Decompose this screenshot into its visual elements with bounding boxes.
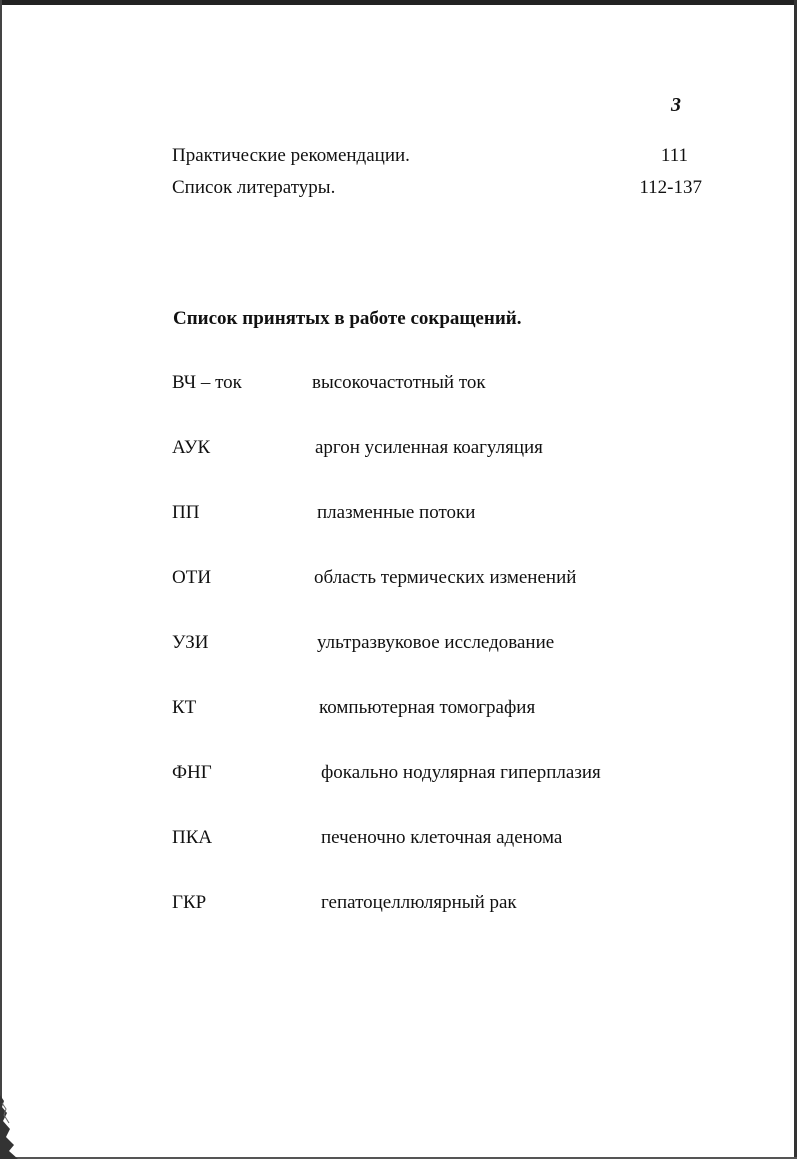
toc-pages: 111 [660,145,688,166]
abbreviation-definition: компьютерная томография [319,697,536,718]
scan-edge-noise [0,1095,26,1159]
abbreviation-term: ФНГ [172,762,212,783]
toc-label: Список литературы. [172,177,336,198]
abbreviation-term: АУК [172,437,211,458]
abbreviation-definition: плазменные потоки [317,502,476,523]
abbreviation-definition: аргон усиленная коагуляция [315,437,543,458]
abbreviation-term: ГКР [172,892,207,913]
abbreviation-definition: ультразвуковое исследование [317,632,555,653]
toc-label: Практи‌ческие рекомендации. [172,145,410,166]
abbreviation-term: ПП [172,502,200,523]
page-number: 3 [671,94,681,116]
abbreviation-term: ОТИ [172,567,212,588]
abbreviation-definition: фокально нодулярная гиперплазия [321,762,601,783]
abbreviation-term: УЗИ [172,632,209,653]
abbreviation-definition: высокочастотный ток [312,372,486,393]
abbreviation-definition: гепатоцеллюлярный рак [321,892,517,913]
abbreviations-title: Список принятых в работе сокращений. [173,308,522,329]
abbreviation-term: ПКА [172,827,213,848]
scan-top-border [0,0,797,5]
abbreviation-definition: печеночно клеточная аденома [321,827,563,848]
scan-left-border [0,0,2,1159]
toc-pages: 112-137 [639,177,702,198]
abbreviation-definition: область термических изменений [314,567,577,588]
abbreviation-term: ВЧ – ток [172,372,242,393]
abbreviation-term: КТ [172,697,197,718]
